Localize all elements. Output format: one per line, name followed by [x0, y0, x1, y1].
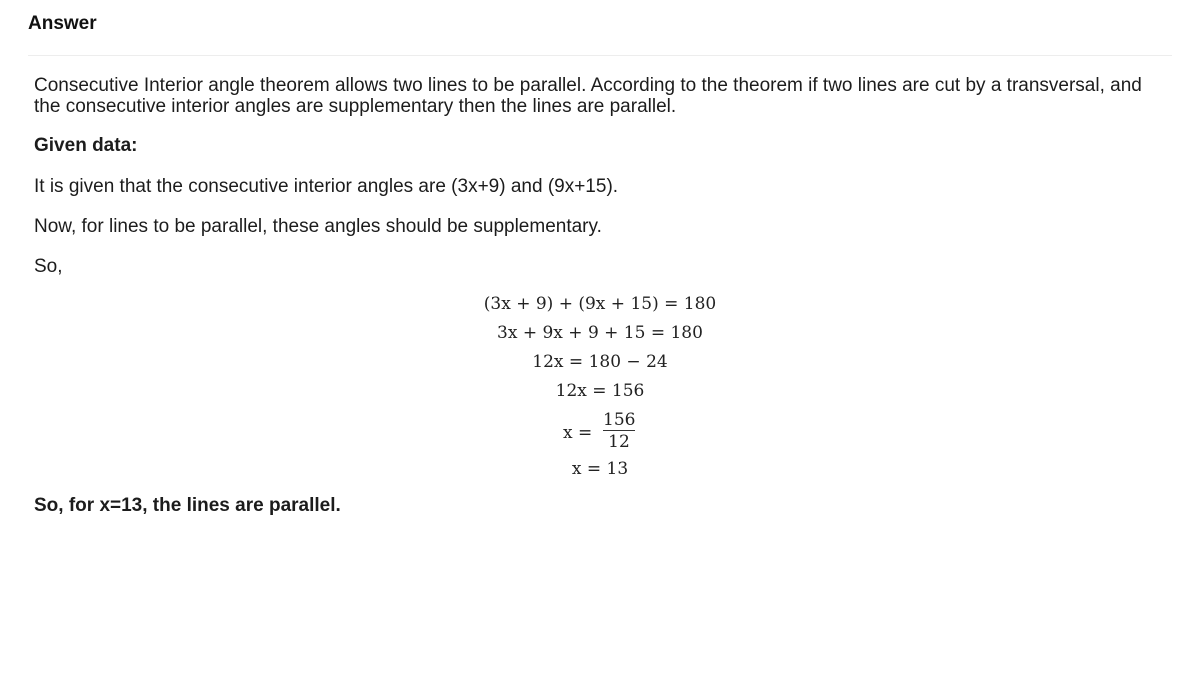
equation-line-6: x = 13	[571, 459, 629, 479]
conclusion: So, for x=13, the lines are parallel.	[34, 495, 341, 516]
fraction	[603, 410, 635, 453]
equation-line-1: (3x + 9) + (9x + 15) = 180	[483, 294, 717, 314]
equation-line-5	[0, 410, 1200, 454]
equation-line-3: 12x = 180 − 24	[532, 352, 668, 372]
supplementary-statement: Now, for lines to be parallel, these angles should be supplementary.	[34, 216, 602, 237]
given-data-heading: Given data:	[34, 135, 138, 156]
equation-line-4: 12x = 156	[555, 381, 645, 401]
equation-line-5-lhs: x =	[563, 423, 593, 443]
fraction-numerator: 156	[603, 410, 636, 430]
answer-heading: Answer	[28, 13, 97, 34]
so-label: So,	[34, 256, 63, 277]
equation-line-2: 3x + 9x + 9 + 15 = 180	[497, 323, 703, 343]
given-statement: It is given that the consecutive interior angles are (3x+9) and (9x+15).	[34, 176, 619, 197]
header-divider	[28, 55, 1172, 56]
intro-paragraph: Consecutive Interior angle theorem allows two lines to be parallel. According to the theorem if two lines are cut by a transversal, and the consecutive interior angles are supplementary then the lines are parallel.	[34, 75, 1142, 117]
fraction-denominator: 12	[608, 432, 630, 452]
